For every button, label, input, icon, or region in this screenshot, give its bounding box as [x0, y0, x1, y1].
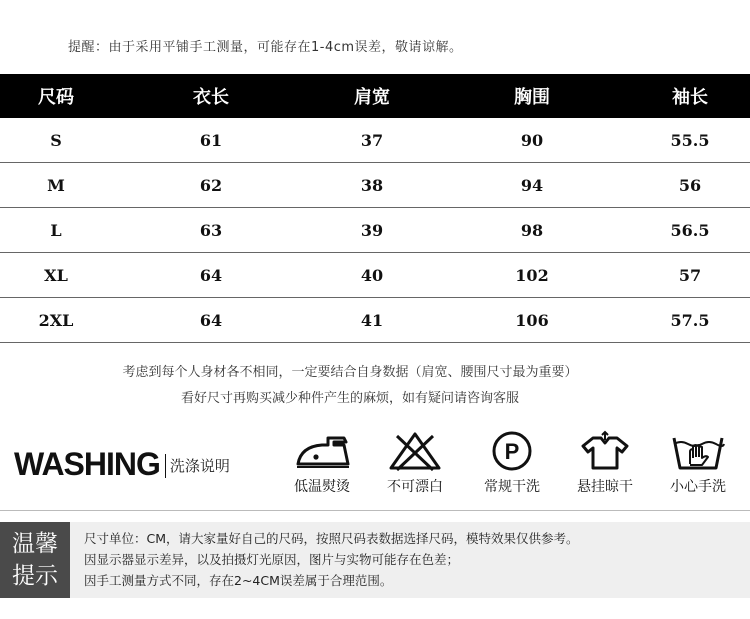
cell-sleeve: 57.5	[630, 298, 750, 343]
header-shoulder: 肩宽	[310, 74, 434, 118]
table-row	[0, 118, 750, 163]
cell-size: S	[0, 118, 112, 163]
cell-chest: 94	[434, 163, 630, 208]
care-item-handwash	[656, 430, 740, 496]
size-notes	[0, 360, 700, 412]
care-label: 低温熨烫	[294, 479, 350, 495]
cell-size: 2XL	[0, 298, 112, 343]
care-item-hang	[563, 430, 647, 496]
size-table-header	[0, 74, 750, 118]
cell-length: 62	[112, 163, 310, 208]
cell-shoulder: 38	[310, 163, 434, 208]
reminder-line: 尺寸单位：CM，请大家量好自己的尺码，按照尺码表数据选择尺码，模特效果仅供参考。	[84, 531, 579, 546]
cell-sleeve: 56.5	[630, 208, 750, 253]
cell-size: L	[0, 208, 112, 253]
washing-title-cn: 洗涤说明	[169, 457, 230, 475]
care-label: 小心手洗	[670, 479, 726, 495]
cell-shoulder: 39	[310, 208, 434, 253]
cell-shoulder: 41	[310, 298, 434, 343]
care-label: 悬挂晾干	[577, 479, 633, 495]
cell-size: XL	[0, 253, 112, 298]
table-row	[0, 163, 750, 208]
care-label: 不可漂白	[387, 479, 443, 495]
cell-sleeve: 57	[630, 253, 750, 298]
measurement-tip: 提醒：由于采用平铺手工测量，可能存在1-4cm误差，敬请谅解。	[68, 40, 463, 55]
cell-sleeve: 55.5	[630, 118, 750, 163]
washing-title	[14, 446, 230, 482]
cell-shoulder: 37	[310, 118, 434, 163]
care-item-iron	[280, 430, 364, 496]
cell-length: 64	[112, 298, 310, 343]
header-size: 尺码	[0, 74, 112, 118]
reminder-line: 因手工测量方式不同，存在2~4CM误差属于合理范围。	[84, 573, 393, 588]
dry-clean-p-icon	[482, 430, 542, 472]
section-divider	[0, 510, 750, 511]
hang-dry-icon	[575, 430, 635, 472]
care-label: 常规干洗	[484, 479, 540, 495]
hand-wash-icon	[668, 430, 728, 472]
cell-chest: 106	[434, 298, 630, 343]
title-separator	[165, 454, 166, 478]
note-line: 看好尺寸再购买减少种件产生的麻烦，如有疑问请咨询客服	[180, 391, 519, 406]
svg-text:P: P	[504, 439, 520, 464]
reminder-text	[84, 528, 579, 591]
cell-size: M	[0, 163, 112, 208]
care-item-bleach	[373, 430, 457, 496]
cell-shoulder: 40	[310, 253, 434, 298]
no-bleach-icon	[385, 430, 445, 472]
iron-low-icon	[292, 430, 352, 472]
table-row	[0, 253, 750, 298]
cell-chest: 98	[434, 208, 630, 253]
cell-chest: 90	[434, 118, 630, 163]
cell-sleeve: 56	[630, 163, 750, 208]
reminder-title-line: 提示	[12, 563, 58, 589]
reminder-line: 因显示器显示差异，以及拍摄灯光原因，图片与实物可能存在色差；	[84, 552, 460, 567]
reminder-section	[0, 522, 750, 598]
cell-chest: 102	[434, 253, 630, 298]
reminder-title	[0, 522, 70, 598]
table-row	[0, 208, 750, 253]
cell-length: 63	[112, 208, 310, 253]
care-item-dryclean	[470, 430, 554, 496]
header-chest: 胸围	[434, 74, 630, 118]
washing-title-en: WASHING	[14, 446, 160, 482]
table-row	[0, 298, 750, 343]
reminder-title-line: 温馨	[12, 531, 58, 557]
cell-length: 64	[112, 253, 310, 298]
header-sleeve: 袖长	[630, 74, 750, 118]
header-length: 衣长	[112, 74, 310, 118]
size-table	[0, 74, 750, 343]
cell-length: 61	[112, 118, 310, 163]
note-line: 考虑到每个人身材各不相同，一定要结合自身数据（肩宽、腰围尺寸最为重要）	[122, 365, 578, 380]
